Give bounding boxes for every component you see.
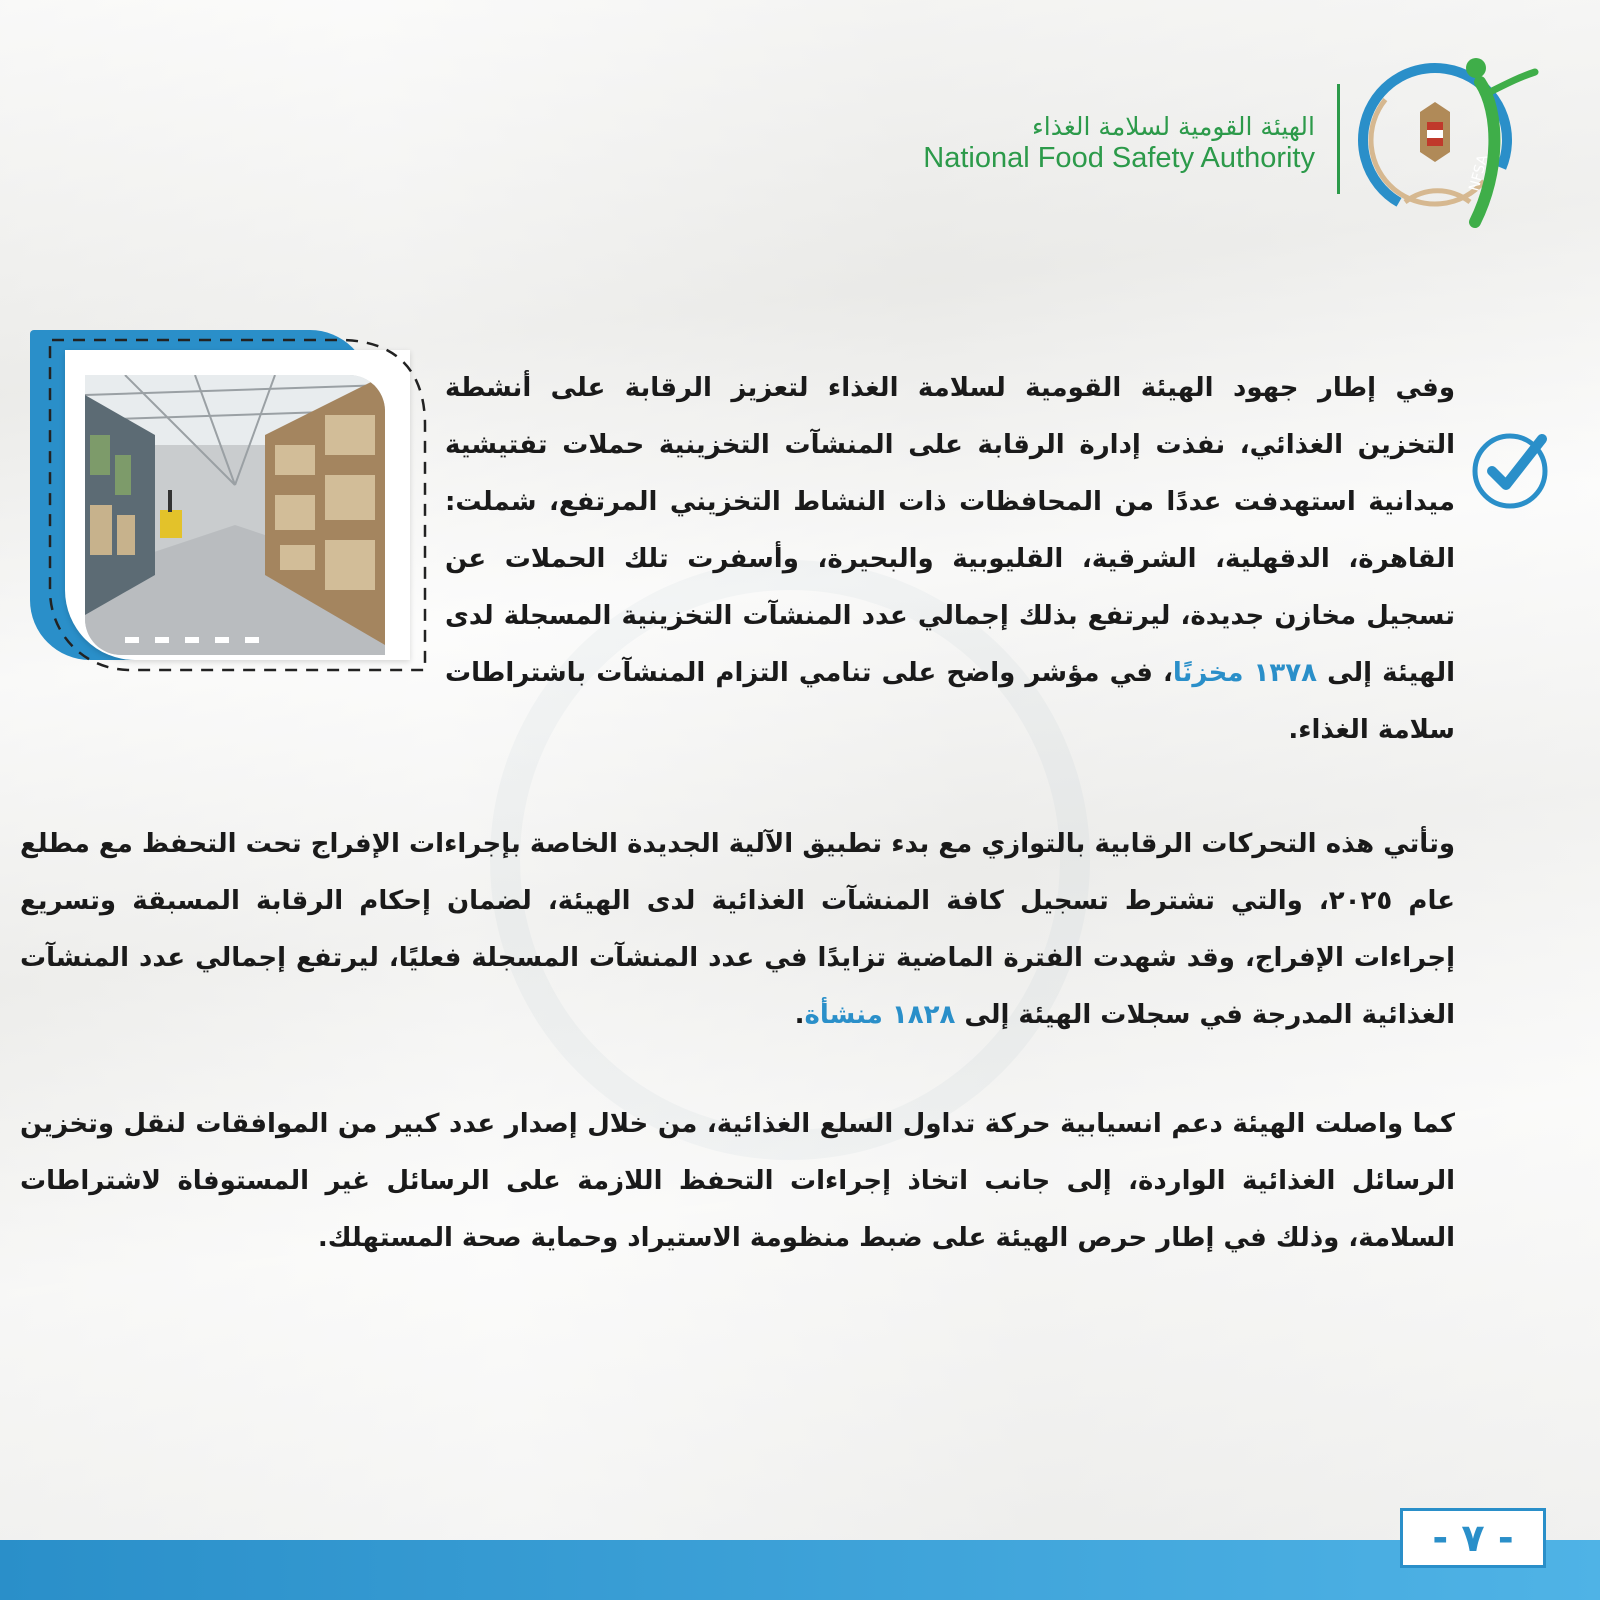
header — [830, 52, 1570, 232]
facility-count-highlight: ١٨٢٨ منشأة — [804, 1000, 956, 1030]
logo-badge-text: NFSA — [1466, 153, 1492, 194]
paragraph2-text: وتأتي هذه التحركات الرقابية بالتوازي مع بدء تطبيق الآلية الجديدة الخاصة بإجراءات الإفراج تحت التحفظ مع مطلع عام ٢٠٢٥، والتي تشترط تسجيل كافة المنشآت الغذائية لدى الهيئة، لضمان إحكام الرقابة المسبقة وتسريع إجراءات الإفراج، وقد شهدت الفترة الماضية تزايدًا في عدد المنشآت المسجلة فعليًا، ليرتفع إجمالي عدد المنشآت الغذائية المدرجة في سجلات الهيئة إلى — [20, 829, 1455, 1030]
nfsa-logo — [1350, 52, 1540, 232]
warehouse-count-highlight: ١٣٧٨ مخزنًا — [1172, 658, 1317, 688]
paragraph1-text-end: ، في مؤشر واضح على تنامي التزام المنشآت باشتراطات سلامة الغذاء. — [445, 658, 1455, 745]
paragraph1-text: وفي إطار جهود الهيئة القومية لسلامة الغذاء لتعزيز الرقابة على أنشطة التخزين الغذائي، نفذت إدارة الرقابة على المنشآت التخزينية حملات تفتيشية ميدانية استهدفت عددًا من المحافظات ذات النشاط التخزيني المرتفع، شملت: القاهرة، الدقهلية، الشرقية، القليوبية والبحيرة، وأسفرت تلك الحملات عن تسجيل مخازن جديدة، ليرتفع بذلك إجمالي عدد المنشآت التخزينية المسجلة لدى الهيئة إلى — [445, 373, 1455, 688]
paragraph-trade-flow — [20, 1096, 1455, 1267]
check-circle-icon — [1470, 425, 1556, 511]
org-name-arabic: الهيئة القومية لسلامة الغذاء — [1032, 112, 1315, 141]
header-divider — [1337, 84, 1340, 194]
paragraph-release-mechanism — [20, 816, 1455, 1044]
footer-bar — [0, 1540, 1600, 1600]
paragraph3-text: كما واصلت الهيئة دعم انسيابية حركة تداول السلع الغذائية، من خلال إصدار عدد كبير من الموافقات لنقل وتخزين الرسائل الغذائية الواردة، إلى جانب اتخاذ إجراءات التحفظ اللازمة على الرسائل غير المستوفاة لاشتراطات السلامة، وذلك في إطار حرص الهيئة على ضبط منظومة الاستيراد وحماية صحة المستهلك. — [20, 1109, 1455, 1253]
paragraph2-text-end: . — [794, 1000, 805, 1030]
page-number: - ٧ - — [1400, 1508, 1546, 1568]
org-name-english: National Food Safety Authority — [923, 142, 1315, 174]
warehouse-photo — [85, 375, 385, 655]
paragraph-warehouse-inspections — [445, 360, 1455, 759]
